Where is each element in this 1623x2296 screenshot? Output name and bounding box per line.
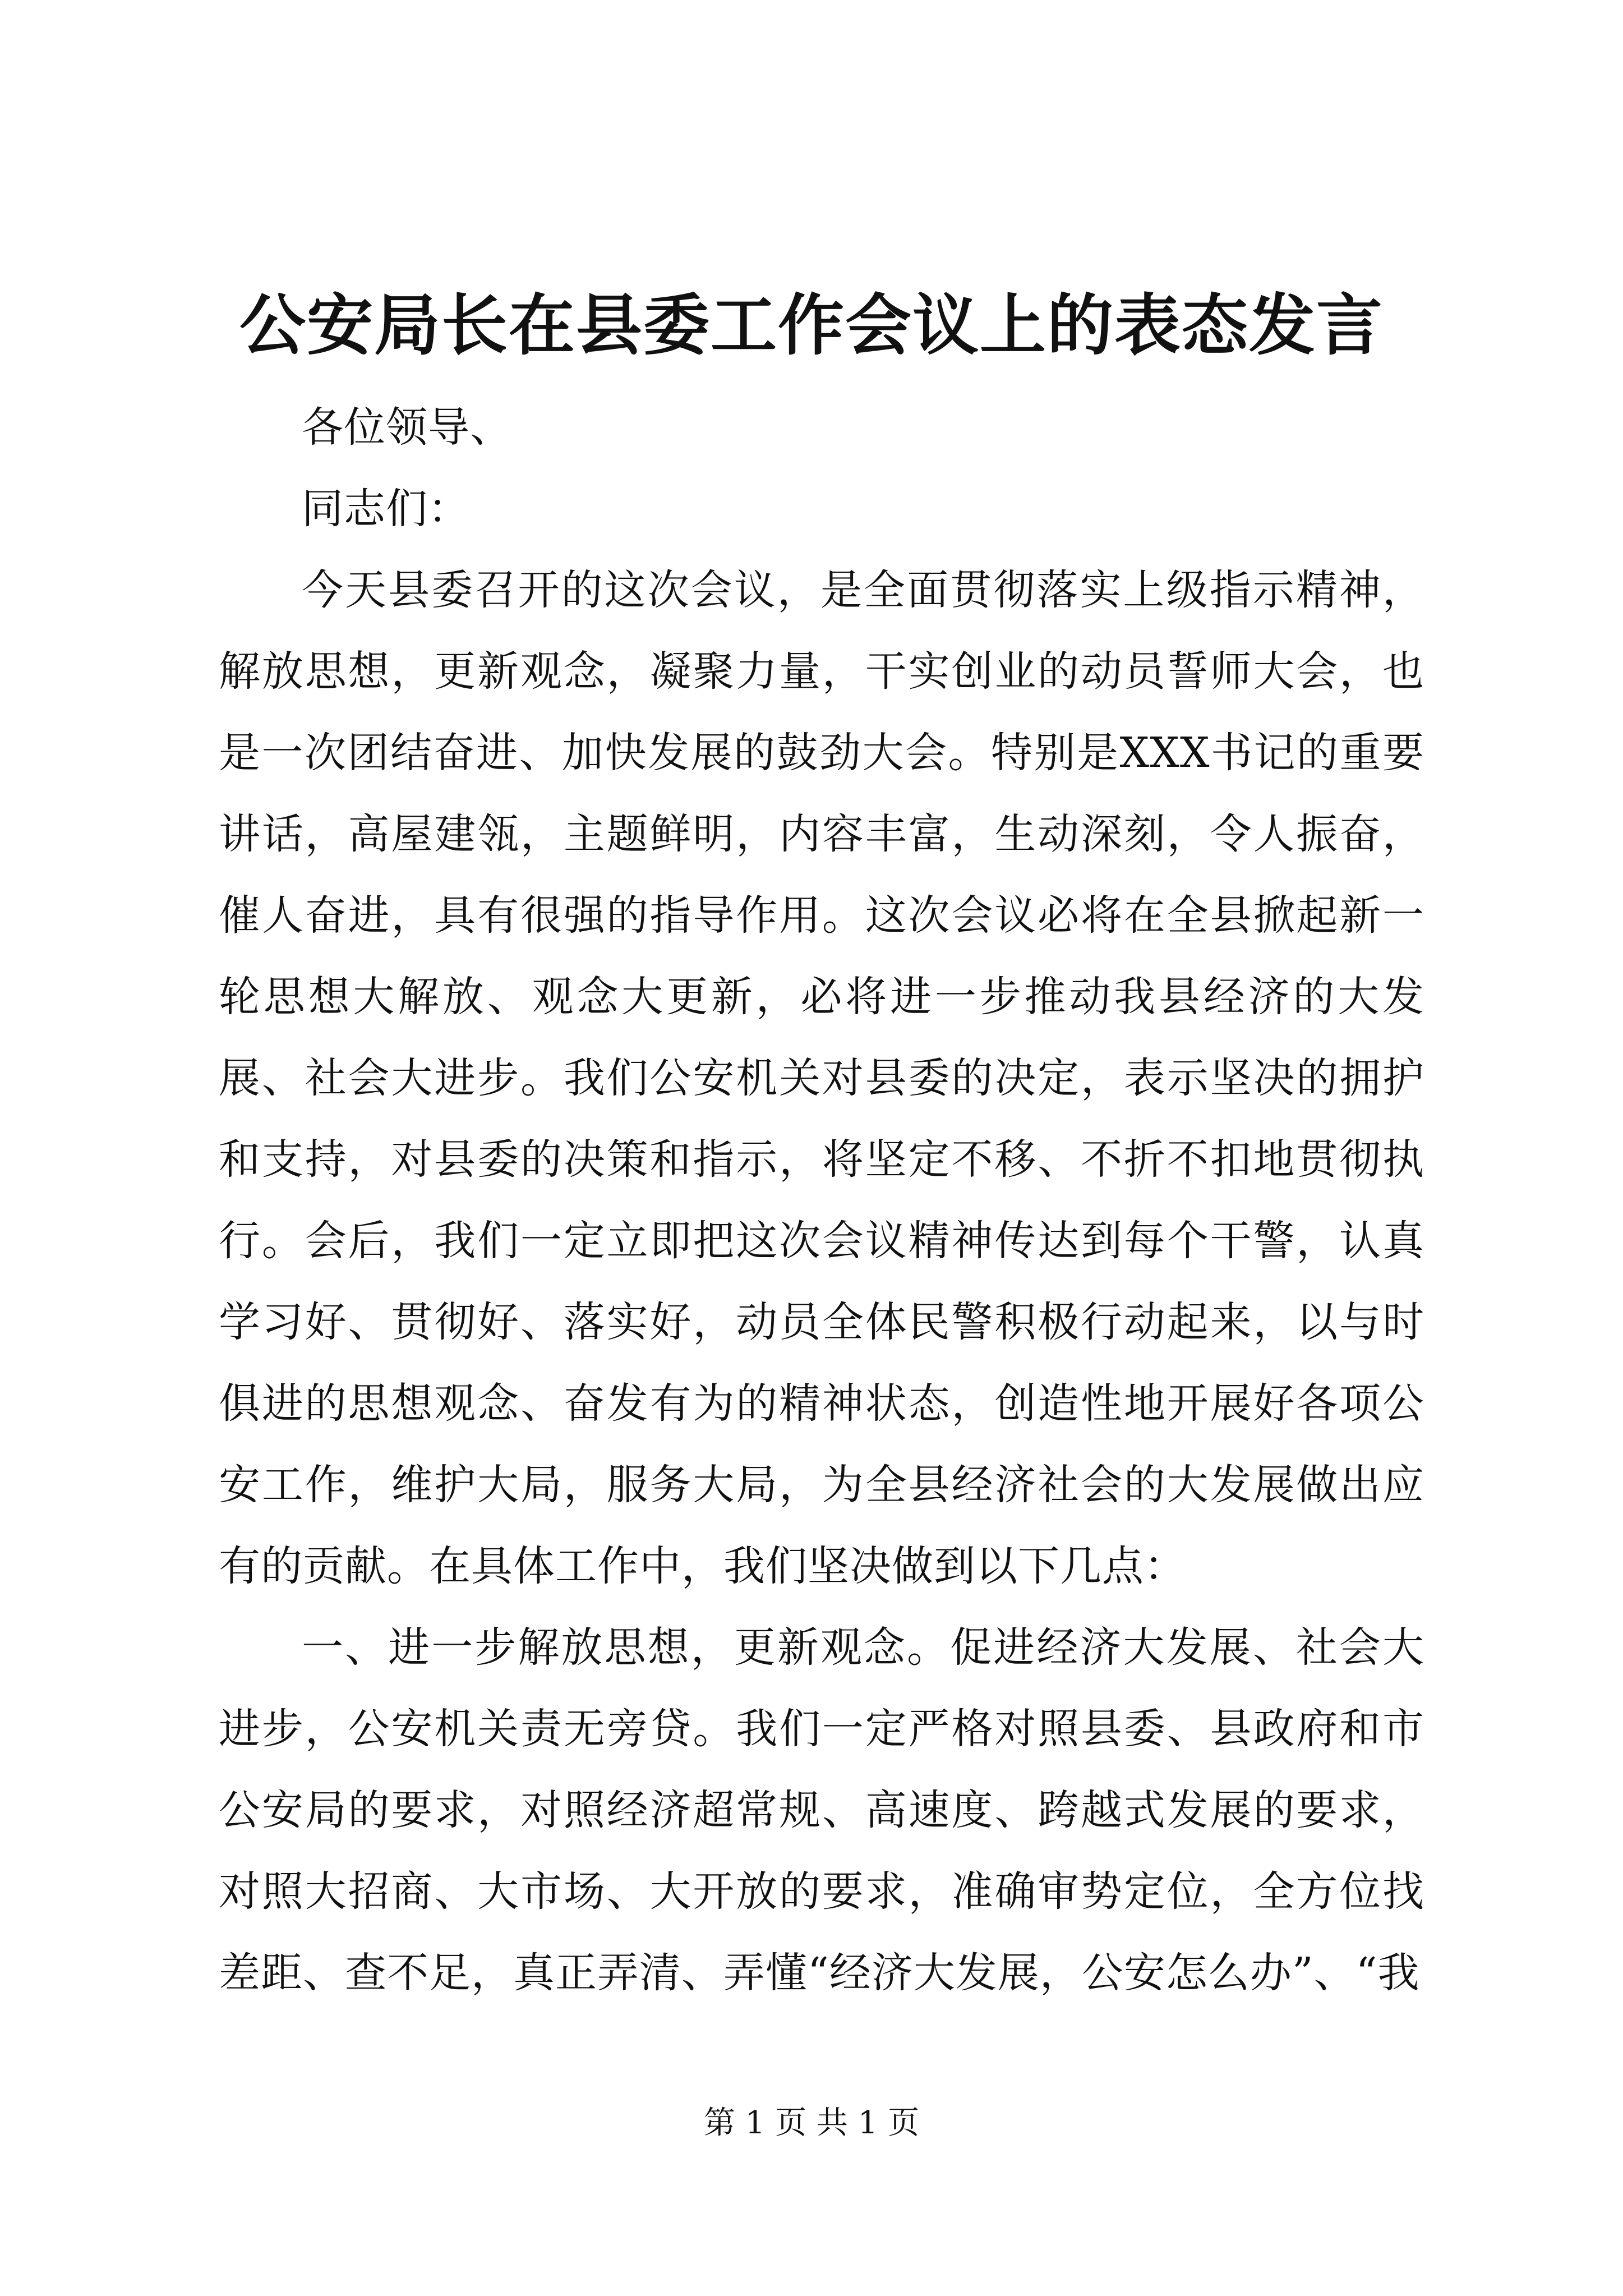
body-paragraph-2: 一、进一步解放思想，更新观念。促进经济大发展、社会大进步，公安机关责无旁贷。我们一定严格对照县委、县政府和市公安局的要求，对照经济超常规、高速度、跨越式发展的要求，对照大招商、大市场、大开放的要求，准确审势定位，全方位找差距、查不足，真正弄清、弄懂“经济大发展，公安怎么办”、“我 xyxy=(219,1623,1424,1997)
document-title: 公安局长在县委工作会议上的表态发言 xyxy=(239,286,1384,364)
page-footer: 第 1 页 共 1 页 xyxy=(703,2105,920,2141)
document-body xyxy=(219,387,1424,2014)
body-paragraph-1: 今天县委召开的这次会议，是全面贯彻落实上级指示精神，解放思想，更新观念，凝聚力量，干实创业的动员誓师大会，也是一次团结奋进、加快发展的鼓劲大会。特别是XXX书记的重要讲话，高屋建瓴，主题鲜明，内容丰富，生动深刻，令人振奋，催人奋进，具有很强的指导作用。这次会议必将在全县掀起新一轮思想大解放、观念大更新，必将进一步推动我县经济的大发展、社会大进步。我们公安机关对县委的决定，表示坚决的拥护和支持，对县委的决策和指示，将坚定不移、不折不扣地贯彻执行。会后，我们一定立即把这次会议精神传达到每个干警，认真学习好、贯彻好、落实好，动员全体民警积极行动起来，以与时俱进的思想观念、奋发有为的精神状态，创造性地开展好各项公安工作，维护大局，服务大局，为全县经济社会的大发展做出应有的贡献。在具体工作中，我们坚决做到以下几点： xyxy=(219,566,1424,1590)
salutation-line-2: 同志们： xyxy=(302,485,470,533)
salutation-line-1: 各位领导、 xyxy=(302,403,512,452)
